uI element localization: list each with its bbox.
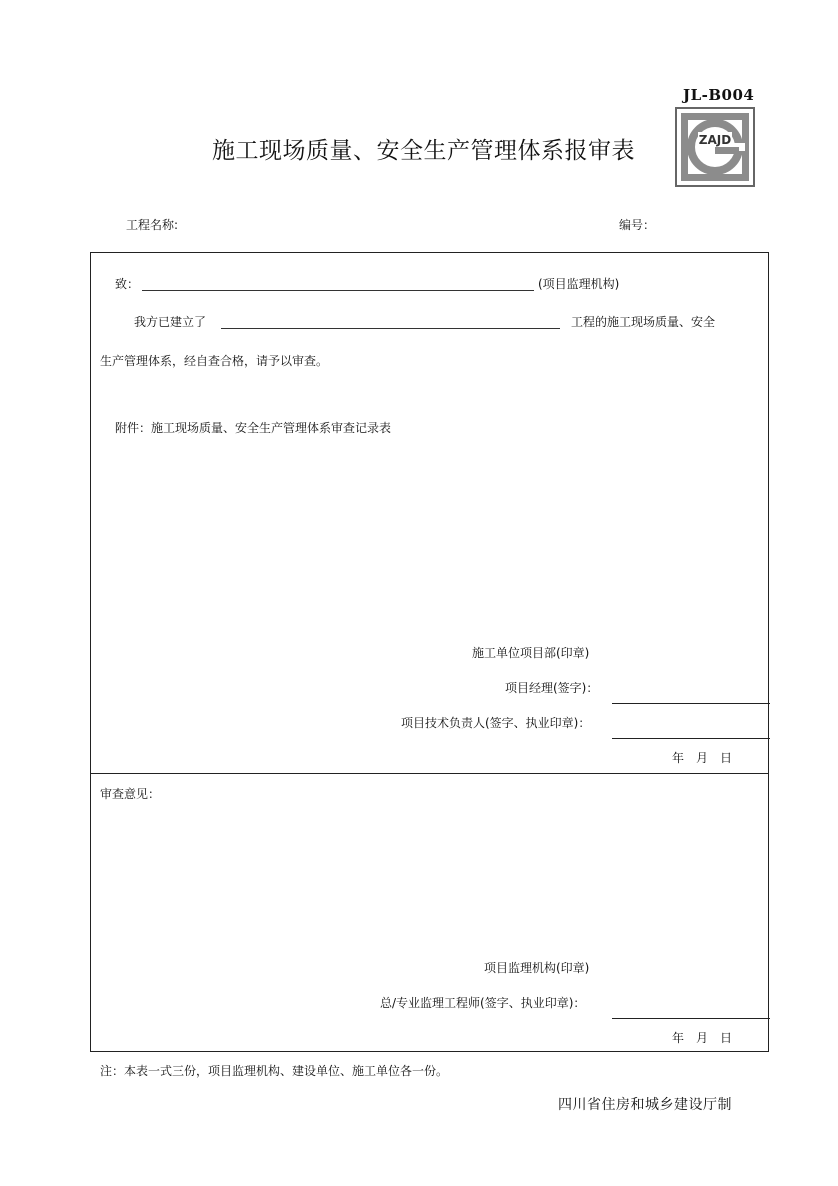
svg-text:ZAJD: ZAJD (698, 133, 732, 147)
to-suffix: (项目监理机构) (538, 277, 620, 291)
date-label-1: 年 月 日 (672, 751, 733, 765)
project-manager-label: 项目经理(签字)： (505, 681, 599, 695)
number-label: 编号： (619, 218, 656, 232)
to-field-line (142, 290, 534, 291)
project-name-label: 工程名称: (126, 218, 179, 232)
zajd-logo-icon (675, 107, 755, 187)
supervision-org-label: 项目监理机构(印章) (484, 961, 590, 975)
technical-lead-label: 项目技术负责人(签字、执业印章)： (401, 716, 591, 730)
footnote: 注：本表一式三份，项目监理机构、建设单位、施工单位各一份。 (100, 1064, 449, 1078)
chief-engineer-sign-line (612, 1018, 770, 1019)
issuer-text: 四川省住房和城乡建设厅制 (558, 1097, 732, 1113)
project-manager-sign-line (612, 703, 770, 704)
project-field-line (221, 328, 560, 329)
to-label: 致： (115, 277, 140, 291)
line2-text: 生产管理体系，经自查合格，请予以审查。 (100, 354, 329, 368)
review-opinion-label: 审查意见： (100, 787, 161, 801)
line1-prefix: 我方已建立了 (134, 315, 207, 329)
page-title: 施工现场质量、安全生产管理体系报审表 (212, 138, 635, 164)
attachment-text: 附件：施工现场质量、安全生产管理体系审查记录表 (115, 421, 392, 435)
contractor-dept-label: 施工单位项目部(印章) (472, 646, 590, 660)
section-divider (91, 773, 768, 774)
line1-suffix: 工程的施工现场质量、安全 (571, 315, 716, 329)
chief-engineer-label: 总/专业监理工程师(签字、执业印章)： (380, 996, 586, 1010)
form-box (90, 252, 769, 1052)
date-label-2: 年 月 日 (672, 1031, 733, 1045)
technical-lead-sign-line (612, 738, 770, 739)
form-code: JL-B004 (683, 86, 755, 104)
